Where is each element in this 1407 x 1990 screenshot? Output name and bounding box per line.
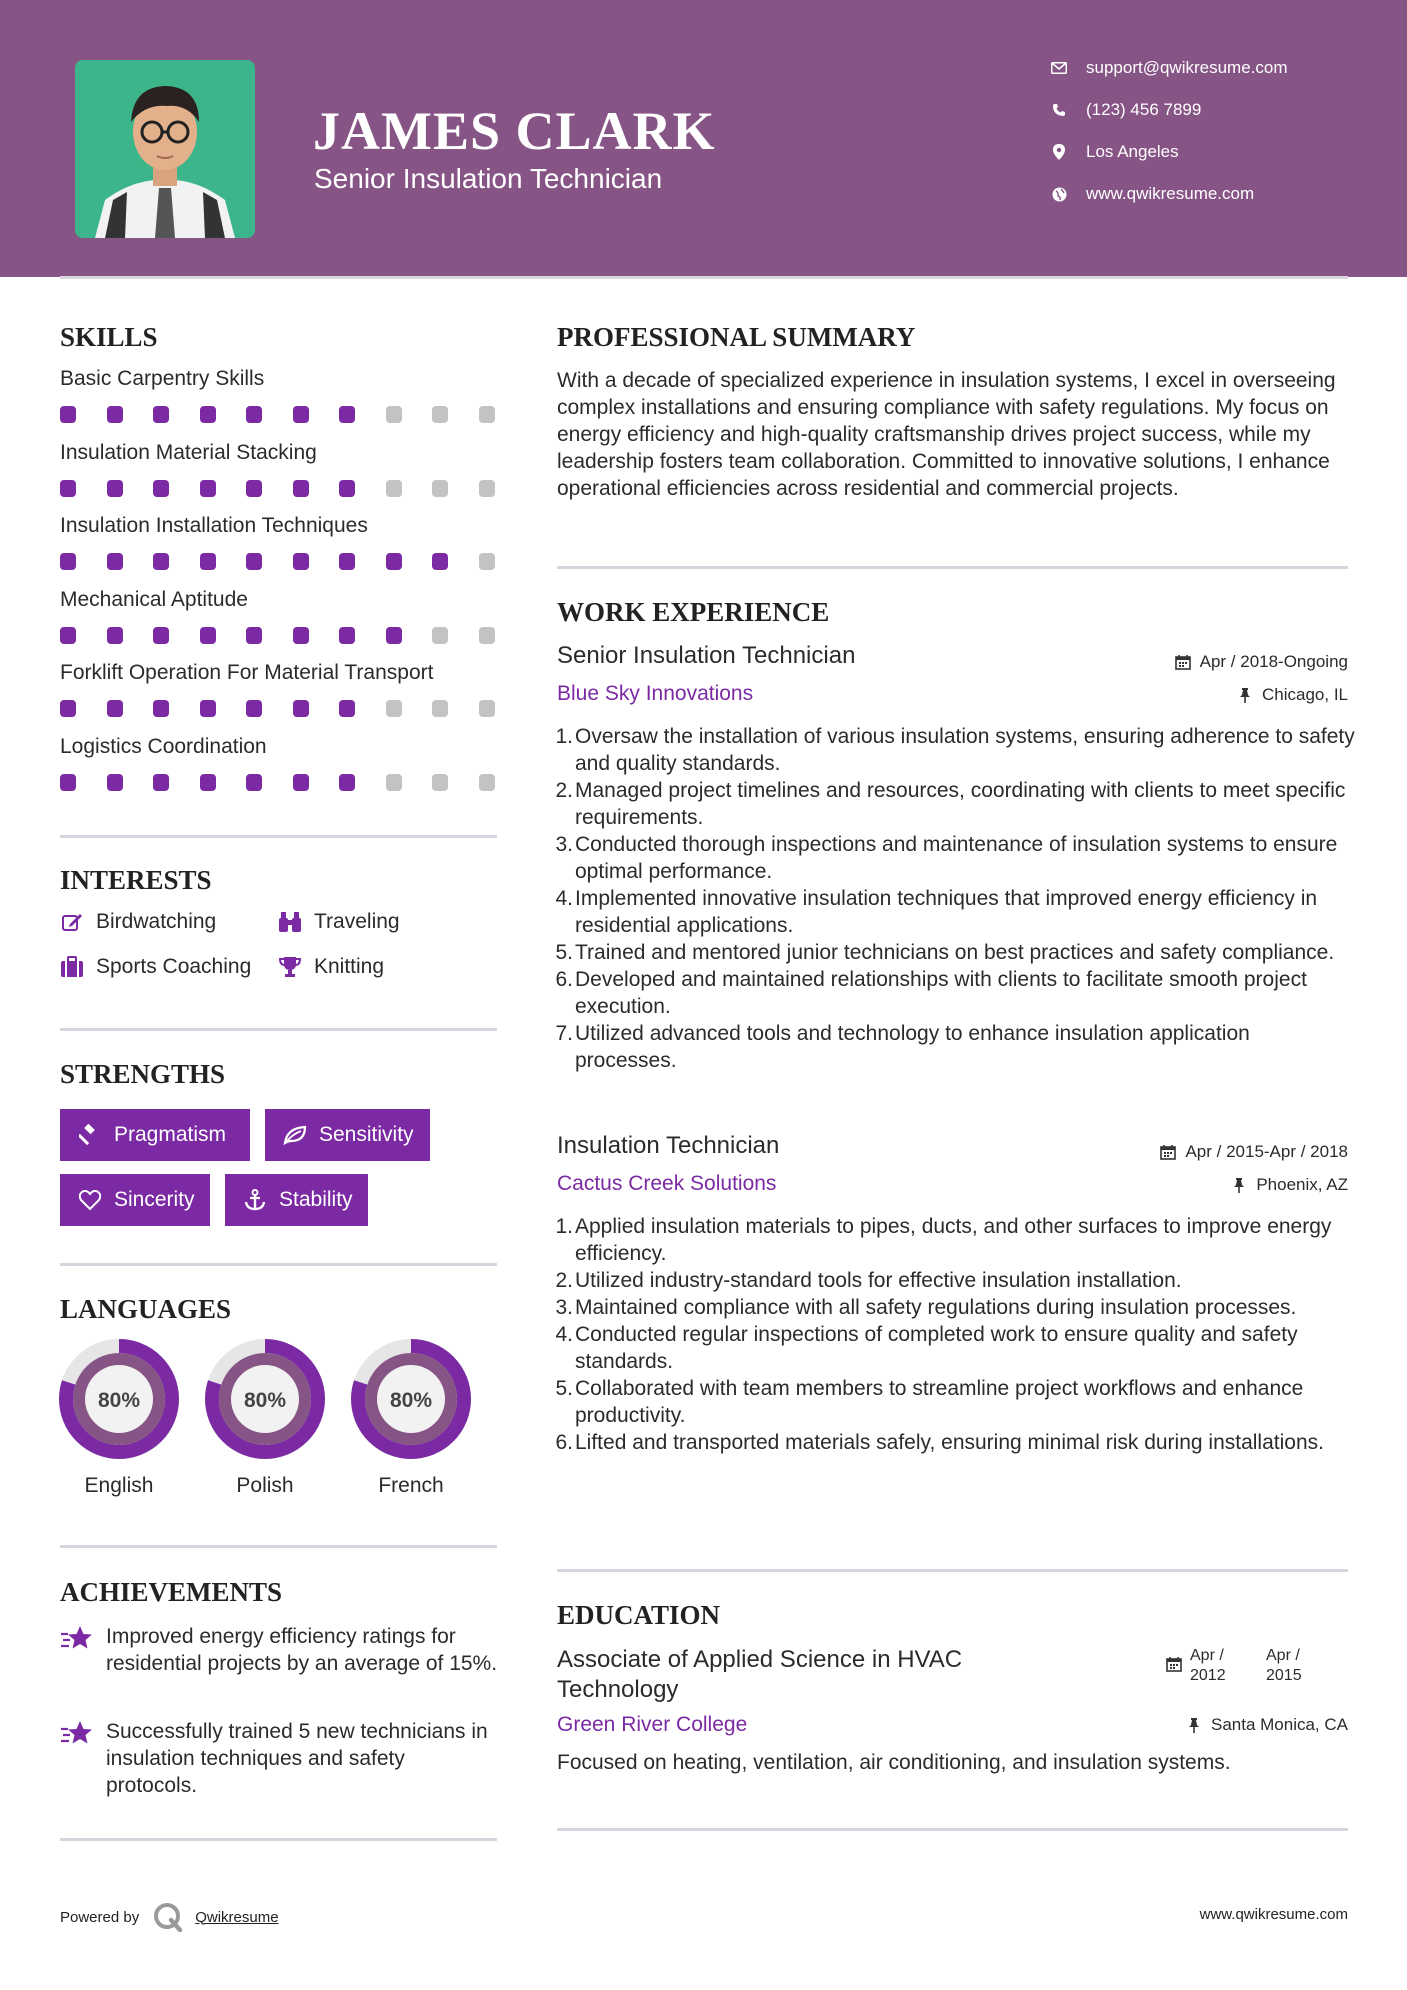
language-percent: 80% (243, 1389, 287, 1412)
skill-dot-filled (246, 406, 262, 423)
skill-dot-filled (246, 700, 262, 717)
responsibility-item (557, 1429, 1357, 1456)
item-number: 4. (555, 1323, 573, 1346)
skill-dot-filled (107, 774, 123, 791)
globe-icon (1050, 185, 1068, 203)
candidate-name: JAMES CLARK (313, 101, 716, 161)
section-divider (60, 835, 497, 838)
contact-phone[interactable] (1050, 100, 1201, 120)
skill-rating (60, 480, 500, 498)
skill-dot-filled (153, 553, 169, 570)
calendar-icon (1174, 653, 1192, 671)
interest-label: Birdwatching (96, 910, 217, 933)
responsibility-text: Applied insulation materials to pipes, ducts, and other surfaces to improve energy efficiency. (575, 1215, 1332, 1265)
skill-dot-filled (107, 700, 123, 717)
skill-dot-filled (153, 774, 169, 791)
skill-dot-filled (60, 553, 76, 570)
interest-label: Sports Coaching (96, 955, 252, 978)
calendar-icon (1166, 1656, 1182, 1677)
responsibility-text: Oversaw the installation of various insulation systems, ensuring adherence to safety and quality standards. (575, 725, 1355, 775)
achievement-text: Improved energy efficiency ratings for residential projects by an average of 15%. (106, 1625, 498, 1675)
language-ring (204, 1338, 326, 1460)
job-location-text: Chicago, IL (1262, 685, 1348, 704)
responsibility-text: Conducted regular inspections of completed work to ensure quality and safety standards. (575, 1323, 1298, 1373)
education-description: Focused on heating, ventilation, air conditioning, and insulation systems. (557, 1751, 1231, 1774)
responsibility-text: Implemented innovative insulation techniques that improved energy efficiency in residential applications. (575, 887, 1318, 937)
responsibility-item (557, 885, 1357, 939)
skill-dot-filled (107, 480, 123, 497)
skill-dot-filled (200, 553, 216, 570)
briefcase-icon (60, 955, 84, 979)
education-location (1185, 1715, 1348, 1735)
education-heading: EDUCATION (557, 1600, 721, 1630)
responsibility-text: Conducted thorough inspections and maintenance of insulation systems to ensure optimal performance. (575, 833, 1338, 883)
skill-rating (60, 553, 500, 571)
responsibility-text: Developed and maintained relationships with clients to facilitate smooth project execution. (575, 968, 1307, 1018)
skill-dot-empty (386, 700, 402, 717)
degree-title: Associate of Applied Science in HVAC Technology (557, 1646, 963, 1703)
skill-dot-filled (246, 480, 262, 497)
responsibility-text: Trained and mentored junior technicians on best practices and safety compliance. (575, 941, 1335, 964)
contact-location-text: Los Angeles (1086, 142, 1179, 161)
skill-label: Mechanical Aptitude (60, 587, 248, 611)
school-name: Green River College (557, 1713, 748, 1736)
education-location-text: Santa Monica, CA (1210, 1715, 1348, 1734)
skill-dot-filled (107, 627, 123, 644)
strength-label: Stability (279, 1188, 353, 1211)
item-number: 7. (555, 1022, 573, 1045)
candidate-title: Senior Insulation Technician (314, 163, 663, 194)
interest-label: Knitting (314, 955, 385, 978)
pushpin-icon (1230, 1176, 1248, 1194)
skill-dot-empty (479, 480, 495, 497)
envelope-icon (1050, 59, 1068, 77)
skill-dot-empty (479, 774, 495, 791)
language-name: English (84, 1474, 154, 1497)
skill-dot-filled (60, 627, 76, 644)
skill-dot-filled (339, 627, 355, 644)
skill-dot-filled (200, 774, 216, 791)
skill-dot-empty (432, 627, 448, 644)
item-number: 2. (555, 1269, 573, 1292)
qwikresume-logo-icon (153, 1902, 183, 1932)
skill-dot-filled (246, 774, 262, 791)
responsibility-item (557, 777, 1357, 831)
responsibility-text: Utilized industry-standard tools for effective insulation installation. (575, 1269, 1182, 1292)
section-divider (557, 1828, 1348, 1831)
responsibility-text: Collaborated with team members to streamline project workflows and enhance productivity. (575, 1377, 1304, 1427)
skill-dot-empty (479, 627, 495, 644)
job-responsibilities (557, 1213, 1357, 1456)
job-date-text: Apr / 2015-Apr / 2018 (1185, 1142, 1348, 1161)
responsibility-text: Utilized advanced tools and technology to enhance insulation application processes. (575, 1022, 1250, 1072)
language-ring (58, 1338, 180, 1460)
pushpin-icon (1236, 686, 1254, 704)
skill-label: Forklift Operation For Material Transport (60, 661, 434, 684)
responsibility-item (557, 1213, 1357, 1267)
skill-dot-filled (339, 700, 355, 717)
languages-heading: LANGUAGES (60, 1294, 232, 1324)
skill-dot-empty (432, 700, 448, 717)
skill-dot-filled (293, 774, 309, 791)
job-title: Senior Insulation Technician (557, 642, 856, 669)
interests-heading: INTERESTS (60, 865, 212, 895)
skill-dot-filled (60, 700, 76, 717)
contact-location (1050, 142, 1179, 162)
skill-dot-filled (153, 627, 169, 644)
achievement-text: Successfully trained 5 new technicians in insulation techniques and safety protocols. (106, 1720, 488, 1797)
skill-dot-filled (339, 480, 355, 497)
item-number: 2. (555, 779, 573, 802)
skill-rating (60, 627, 500, 645)
section-divider (60, 1545, 497, 1548)
responsibility-item (557, 939, 1357, 966)
calendar-icon (1159, 1143, 1177, 1161)
responsibility-text: Maintained compliance with all safety regulations during insulation processes. (575, 1296, 1297, 1319)
strength-label: Pragmatism (114, 1123, 227, 1146)
skill-dot-filled (60, 774, 76, 791)
skill-dot-filled (293, 480, 309, 497)
skills-heading: SKILLS (60, 322, 158, 352)
responsibility-item (557, 831, 1357, 885)
skill-dot-filled (60, 480, 76, 497)
responsibility-text: Managed project timelines and resources, coordinating with clients to meet specific requirements. (575, 779, 1346, 829)
skill-dot-filled (153, 700, 169, 717)
language-ring (350, 1338, 472, 1460)
skill-dot-filled (386, 553, 402, 570)
item-number: 3. (555, 833, 573, 856)
education-start-date: Apr / 2012 (1190, 1647, 1226, 1684)
company-name: Cactus Creek Solutions (557, 1172, 777, 1195)
strength-label: Sensitivity (319, 1123, 414, 1146)
job-date (1174, 652, 1348, 672)
heart-icon (78, 1188, 102, 1212)
skill-dot-filled (293, 406, 309, 423)
skill-label: Insulation Material Stacking (60, 440, 317, 464)
language-name: French (378, 1474, 444, 1497)
item-number: 6. (555, 1431, 573, 1454)
powered-by-label: Powered by (60, 1908, 140, 1926)
interest-item (278, 955, 384, 979)
skill-label: Insulation Installation Techniques (60, 514, 368, 537)
gavel-icon (78, 1123, 102, 1147)
job-title: Insulation Technician (557, 1132, 780, 1159)
responsibility-item (557, 966, 1357, 1020)
footer-powered-by (60, 1902, 279, 1932)
interest-item (278, 910, 400, 934)
item-number: 5. (555, 1377, 573, 1400)
summary-heading: PROFESSIONAL SUMMARY (557, 322, 916, 352)
skill-dot-filled (293, 553, 309, 570)
skill-dot-empty (479, 406, 495, 423)
skill-dot-filled (246, 627, 262, 644)
job-location (1230, 1175, 1348, 1195)
responsibility-text: Lifted and transported materials safely, ensuring minimal risk during installations. (575, 1431, 1324, 1454)
skill-dot-filled (153, 406, 169, 423)
skill-dot-filled (200, 627, 216, 644)
job-responsibilities (557, 723, 1357, 1074)
contact-website-text: www.qwikresume.com (1086, 184, 1255, 203)
item-number: 3. (555, 1296, 573, 1319)
achievement-item (60, 1623, 500, 1677)
responsibility-item (557, 1294, 1357, 1321)
skill-dot-filled (432, 553, 448, 570)
achievement-item (60, 1718, 500, 1799)
item-number: 1. (555, 725, 573, 748)
strength-tag (225, 1174, 368, 1226)
map-pin-icon (1050, 143, 1068, 161)
skill-dot-filled (293, 700, 309, 717)
strengths-heading: STRENGTHS (60, 1059, 226, 1089)
skill-dot-filled (246, 553, 262, 570)
pushpin-icon (1185, 1716, 1203, 1734)
skill-dot-filled (107, 553, 123, 570)
summary-text: With a decade of specialized experience in insulation systems, I excel in overseeing complex installations and ensuring compliance with safety regulations. My focus on energy efficiency and high-quality craftsmanship drives project success, while my leadership fosters team collaboration. Committed to innovative solutions, I enhance operational efficiencies across residential and commercial projects. (557, 369, 1336, 500)
item-number: 5. (555, 941, 573, 964)
skill-dot-empty (479, 553, 495, 570)
responsibility-item (557, 1375, 1357, 1429)
skill-rating (60, 700, 500, 718)
responsibility-item (557, 723, 1357, 777)
job-date (1159, 1142, 1348, 1162)
skill-dot-filled (200, 406, 216, 423)
item-number: 4. (555, 887, 573, 910)
brand-link[interactable]: Qwikresume (195, 1908, 279, 1926)
skill-rating (60, 406, 500, 424)
resume-header (0, 0, 1407, 277)
profile-photo (75, 60, 255, 238)
contact-email-text: support@qwikresume.com (1086, 58, 1288, 77)
item-number: 1. (555, 1215, 573, 1238)
skill-dot-filled (153, 480, 169, 497)
skill-dot-empty (432, 774, 448, 791)
skill-dot-filled (293, 627, 309, 644)
footer-website[interactable]: www.qwikresume.com (1199, 1906, 1348, 1923)
company-name: Blue Sky Innovations (557, 682, 754, 705)
responsibility-item (557, 1020, 1357, 1074)
section-divider (557, 1569, 1348, 1572)
skill-dot-filled (386, 627, 402, 644)
strength-label: Sincerity (114, 1188, 195, 1211)
interest-item (60, 955, 251, 979)
job-location (1236, 685, 1348, 705)
job-location-text: Phoenix, AZ (1256, 1175, 1348, 1194)
skill-label: Basic Carpentry Skills (60, 367, 265, 390)
section-divider (557, 566, 1348, 569)
skill-label: Logistics Coordination (60, 734, 267, 758)
skill-dot-empty (386, 774, 402, 791)
skill-dot-filled (107, 406, 123, 423)
skill-dot-empty (386, 480, 402, 497)
section-divider (60, 1838, 497, 1841)
skill-dot-filled (200, 480, 216, 497)
language-percent: 80% (389, 1389, 433, 1412)
section-divider (60, 1263, 497, 1266)
section-divider (60, 1028, 497, 1031)
skill-dot-filled (339, 774, 355, 791)
phone-icon (1050, 101, 1068, 119)
strength-tag (60, 1109, 250, 1161)
skill-rating (60, 774, 500, 792)
skill-dot-filled (339, 406, 355, 423)
star-award-icon (60, 1718, 94, 1752)
skill-dot-filled (339, 553, 355, 570)
skill-dot-empty (386, 406, 402, 423)
interest-label: Traveling (314, 910, 400, 933)
item-number: 6. (555, 968, 573, 991)
education-end-date: Apr / 2015 (1266, 1647, 1302, 1684)
skill-dot-filled (60, 406, 76, 423)
job-date-text: Apr / 2018-Ongoing (1199, 652, 1348, 671)
skill-dot-empty (432, 480, 448, 497)
skill-dot-empty (479, 700, 495, 717)
leaf-icon (283, 1123, 307, 1147)
binoculars-icon (278, 910, 302, 934)
achievements-heading: ACHIEVEMENTS (60, 1577, 283, 1607)
language-name: Polish (236, 1474, 294, 1497)
contact-phone-text: (123) 456 7899 (1086, 100, 1202, 119)
skill-dot-empty (432, 406, 448, 423)
skill-dot-filled (200, 700, 216, 717)
responsibility-item (557, 1321, 1357, 1375)
anchor-icon (243, 1188, 267, 1212)
language-percent: 80% (97, 1389, 141, 1412)
edit-icon (60, 910, 84, 934)
star-award-icon (60, 1623, 94, 1657)
contact-email[interactable] (1050, 58, 1288, 78)
responsibility-item (557, 1267, 1357, 1294)
strength-tag (60, 1174, 210, 1226)
strength-tag (265, 1109, 430, 1161)
interest-item (60, 910, 216, 934)
trophy-icon (278, 955, 302, 979)
header-divider (60, 276, 1348, 279)
contact-website[interactable] (1050, 184, 1254, 204)
experience-heading: WORK EXPERIENCE (557, 597, 830, 627)
